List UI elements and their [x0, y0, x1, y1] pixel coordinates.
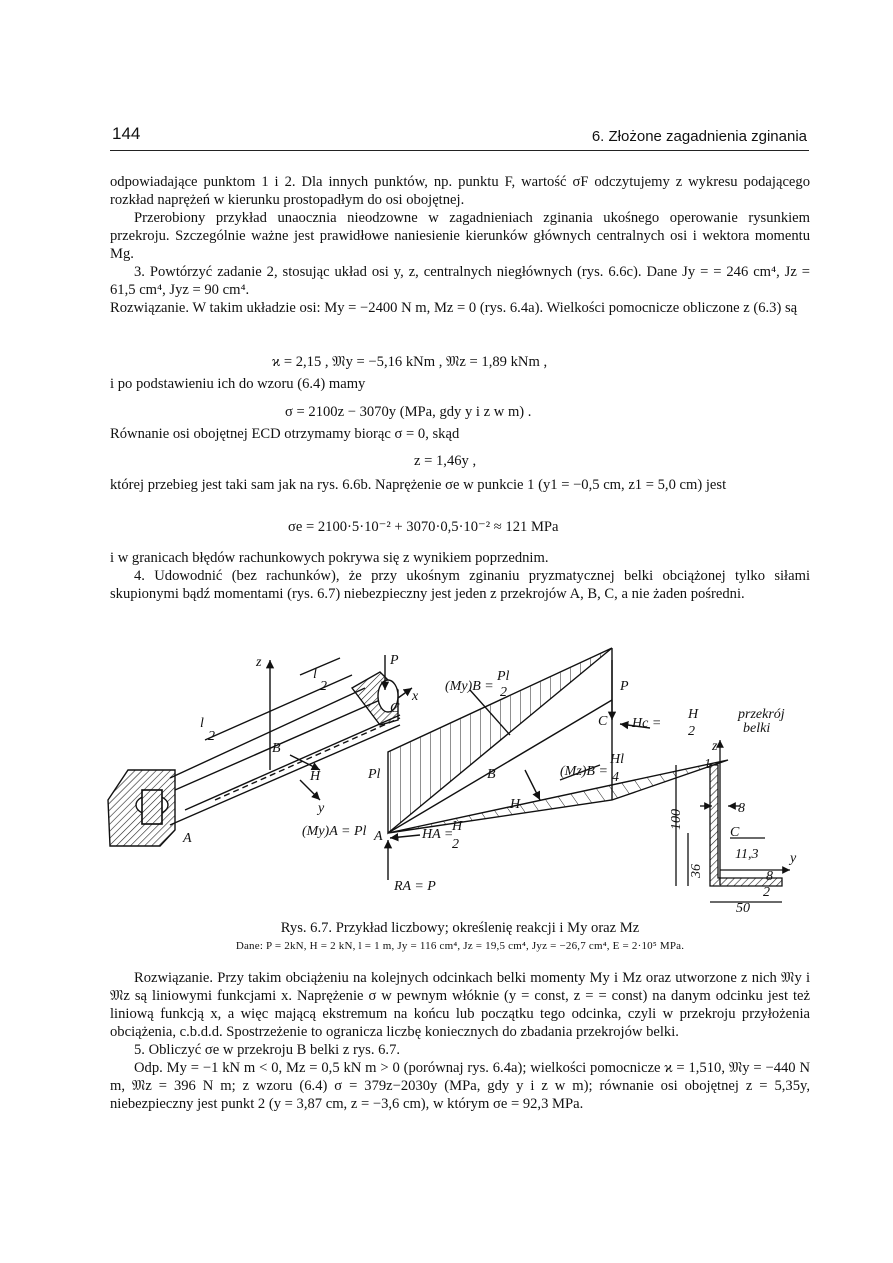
label-y-axis: y: [318, 801, 325, 816]
label-l-den-2: 2: [208, 729, 215, 744]
paragraph-7: której przebieg jest taki sam jak na rys. 6.6b. Naprężenie σe w punkcie 1 (y1 = −0,5 cm, z1 = 5,0 cm) jest: [110, 477, 727, 493]
paragraph-4: Rozwiązanie. W takim układzie osi: My = −2400 N m, Mz = 0 (rys. 6.4a). Wielkości pomocnicze obliczone z (6.3) są: [110, 300, 798, 316]
label-l-den-1: 2: [320, 679, 327, 694]
label-PL: Pl: [368, 767, 381, 782]
label-P-2: P: [620, 679, 629, 694]
section-dim-50: 50: [736, 901, 750, 916]
label-Hl-den: 4: [612, 770, 619, 785]
paragraph-8: i w granicach błędów rachunkowych pokrywa się z wynikiem poprzednim.: [110, 550, 549, 566]
label-A-2: A: [374, 829, 383, 844]
paragraph-1: odpowiadające punktom 1 i 2. Dla innych punktów, np. punktu F, wartość σF odczytujemy z wykresu podającego rozkład naprężeń w kierunku prostopadłym do osi obojętnej.: [110, 174, 810, 208]
label-l-2: l: [200, 716, 204, 731]
chapter-title: 6. Złożone zagadnienia zginania: [591, 128, 807, 145]
page-number: 144: [112, 124, 141, 143]
moment-diagrams: [388, 648, 728, 880]
equation-2: σ = 2100z − 3070y (MPa, gdy y i z w m) .: [285, 404, 532, 420]
label-H-1: H: [310, 769, 321, 784]
section-dim-8a: 8: [738, 801, 745, 816]
section-C: C: [730, 825, 740, 840]
label-A-1: A: [183, 831, 192, 846]
paragraph-5: i po podstawieniu ich do wzoru (6.4) mamy: [110, 376, 366, 392]
section-z-axis: z: [712, 739, 718, 754]
paragraph-11: 5. Obliczyć σe w przekroju B belki z rys. 6.7.: [134, 1042, 401, 1058]
label-P-1: P: [390, 653, 399, 668]
paragraph-9: 4. Udowodnić (bez rachunków), że przy ukośnym zginaniu pryzmatycznej belki obciążonej tylko siłami skupionymi bądź momentami (rys. 6.7) niebezpieczny jest jeden z przekrojów A, B, C, a nie żaden pośredni.: [110, 568, 810, 602]
figure-caption: Rys. 6.7. Przykład liczbowy; określenię reakcji i My oraz Mz: [280, 920, 640, 936]
equation-4: σe = 2100·5·10⁻² + 3070·0,5·10⁻² ≈ 121 MPa: [288, 519, 559, 535]
label-B-1: B: [272, 741, 281, 756]
paragraph-10: Rozwiązanie. Przy takim obciążeniu na kolejnych odcinkach belki momenty My i Mz oraz utworzone z nich 𝔐y i 𝔐z są liniowymi funkcjami x. Naprężenie σ w pewnym włóknie (y = const, z = = const) na danym odcinku jest też liniową funkcją x, a więc mającą ekstremum na końcu lub początku tego odcinka, czyli w przekroju przyłożenia obciążenia, c.b.d.d. Spostrzeżenie to ogranicza liczbę koniecznych do zbadania przekrojów belki.: [110, 970, 810, 1040]
label-RA: RA = P: [394, 879, 436, 894]
text-block-bottom: [110, 969, 810, 1113]
label-HA-den: 2: [452, 837, 459, 852]
label-B-2: B: [487, 767, 496, 782]
label-x-axis: x: [412, 689, 419, 704]
beam-perspective: [108, 655, 412, 846]
section-dim-36: 36: [689, 864, 704, 878]
paragraph-2: Przerobiony przykład unaocznia nieodzowne w zagadnieniach zginania ukośnego operowanie rysunkiem przekroju. Szczególnie ważne jest prawidłowe naniesienie kierunków głównych centralnych osi i wektora momentu Mg.: [110, 210, 810, 262]
label-My-B: (My)B =: [445, 679, 494, 694]
equation-1: ϰ = 2,15 , 𝔐y = −5,16 kNm , 𝔐z = 1,89 kNm ,: [272, 354, 548, 370]
label-HA-num: H: [452, 819, 463, 834]
section-title-2: belki: [743, 721, 771, 736]
section-point-1: 1: [704, 757, 711, 772]
section-dim-113: 11,3: [735, 847, 759, 862]
paragraph-12: Odp. My = −1 kN m < 0, Mz = 0,5 kN m > 0 (porównaj rys. 6.4a); wielkości pomocnicze ϰ = 1,510, 𝔐y = −440 N m, 𝔐z = 396 N m; z wzoru (6.4) σ = 379z−2030y (MPa, gdy y i z w m); równanie osi obojętnej z = 5,35y, niebezpieczny jest punkt 2 (y = 3,87 cm, z = −3,6 cm), w którym σe = 92,3 MPa.: [110, 1060, 810, 1112]
paragraph-3: 3. Powtórzyć zadanie 2, stosując układ osi y, z, centralnych niegłównych (rys. 6.6c). Dane Jy = = 246 cm⁴, Jz = 61,5 cm⁴, Jyz = 90 cm⁴.: [110, 264, 810, 298]
label-Hc: Hc =: [632, 716, 662, 731]
equation-3: z = 1,46y ,: [414, 453, 477, 469]
label-Hl-num: Hl: [610, 752, 624, 767]
section-dim-8b: 8: [766, 869, 773, 884]
section-title-1: przekrój: [738, 707, 785, 722]
label-H-2: H: [510, 797, 521, 812]
label-My-A: (My)A = Pl: [302, 824, 367, 839]
section-dim-100: 100: [669, 809, 684, 830]
section-y-axis: y: [790, 851, 797, 866]
label-C-1: C: [390, 701, 400, 716]
label-Mz-B: (Mz)B =: [560, 764, 608, 779]
figure-given-data: Dane: P = 2kN, H = 2 kN, l = 1 m, Jy = 116 cm⁴, Jz = 19,5 cm⁴, Jyz = −26,7 cm⁴, E = 2·10⁵ MPa.: [235, 940, 685, 952]
label-Hc-num: H: [688, 707, 699, 722]
label-z-axis: z: [256, 655, 262, 670]
label-Pl-num: Pl: [497, 669, 510, 684]
paragraph-6: Równanie osi obojętnej ECD otrzymamy biorąc σ = 0, skąd: [110, 426, 460, 442]
label-l-1: l: [313, 667, 317, 682]
label-C-2: C: [598, 714, 608, 729]
label-Hc-den: 2: [688, 724, 695, 739]
section-point-2: 2: [763, 885, 770, 900]
label-Pl-den: 2: [500, 685, 507, 700]
label-HA: HA =: [422, 827, 454, 842]
